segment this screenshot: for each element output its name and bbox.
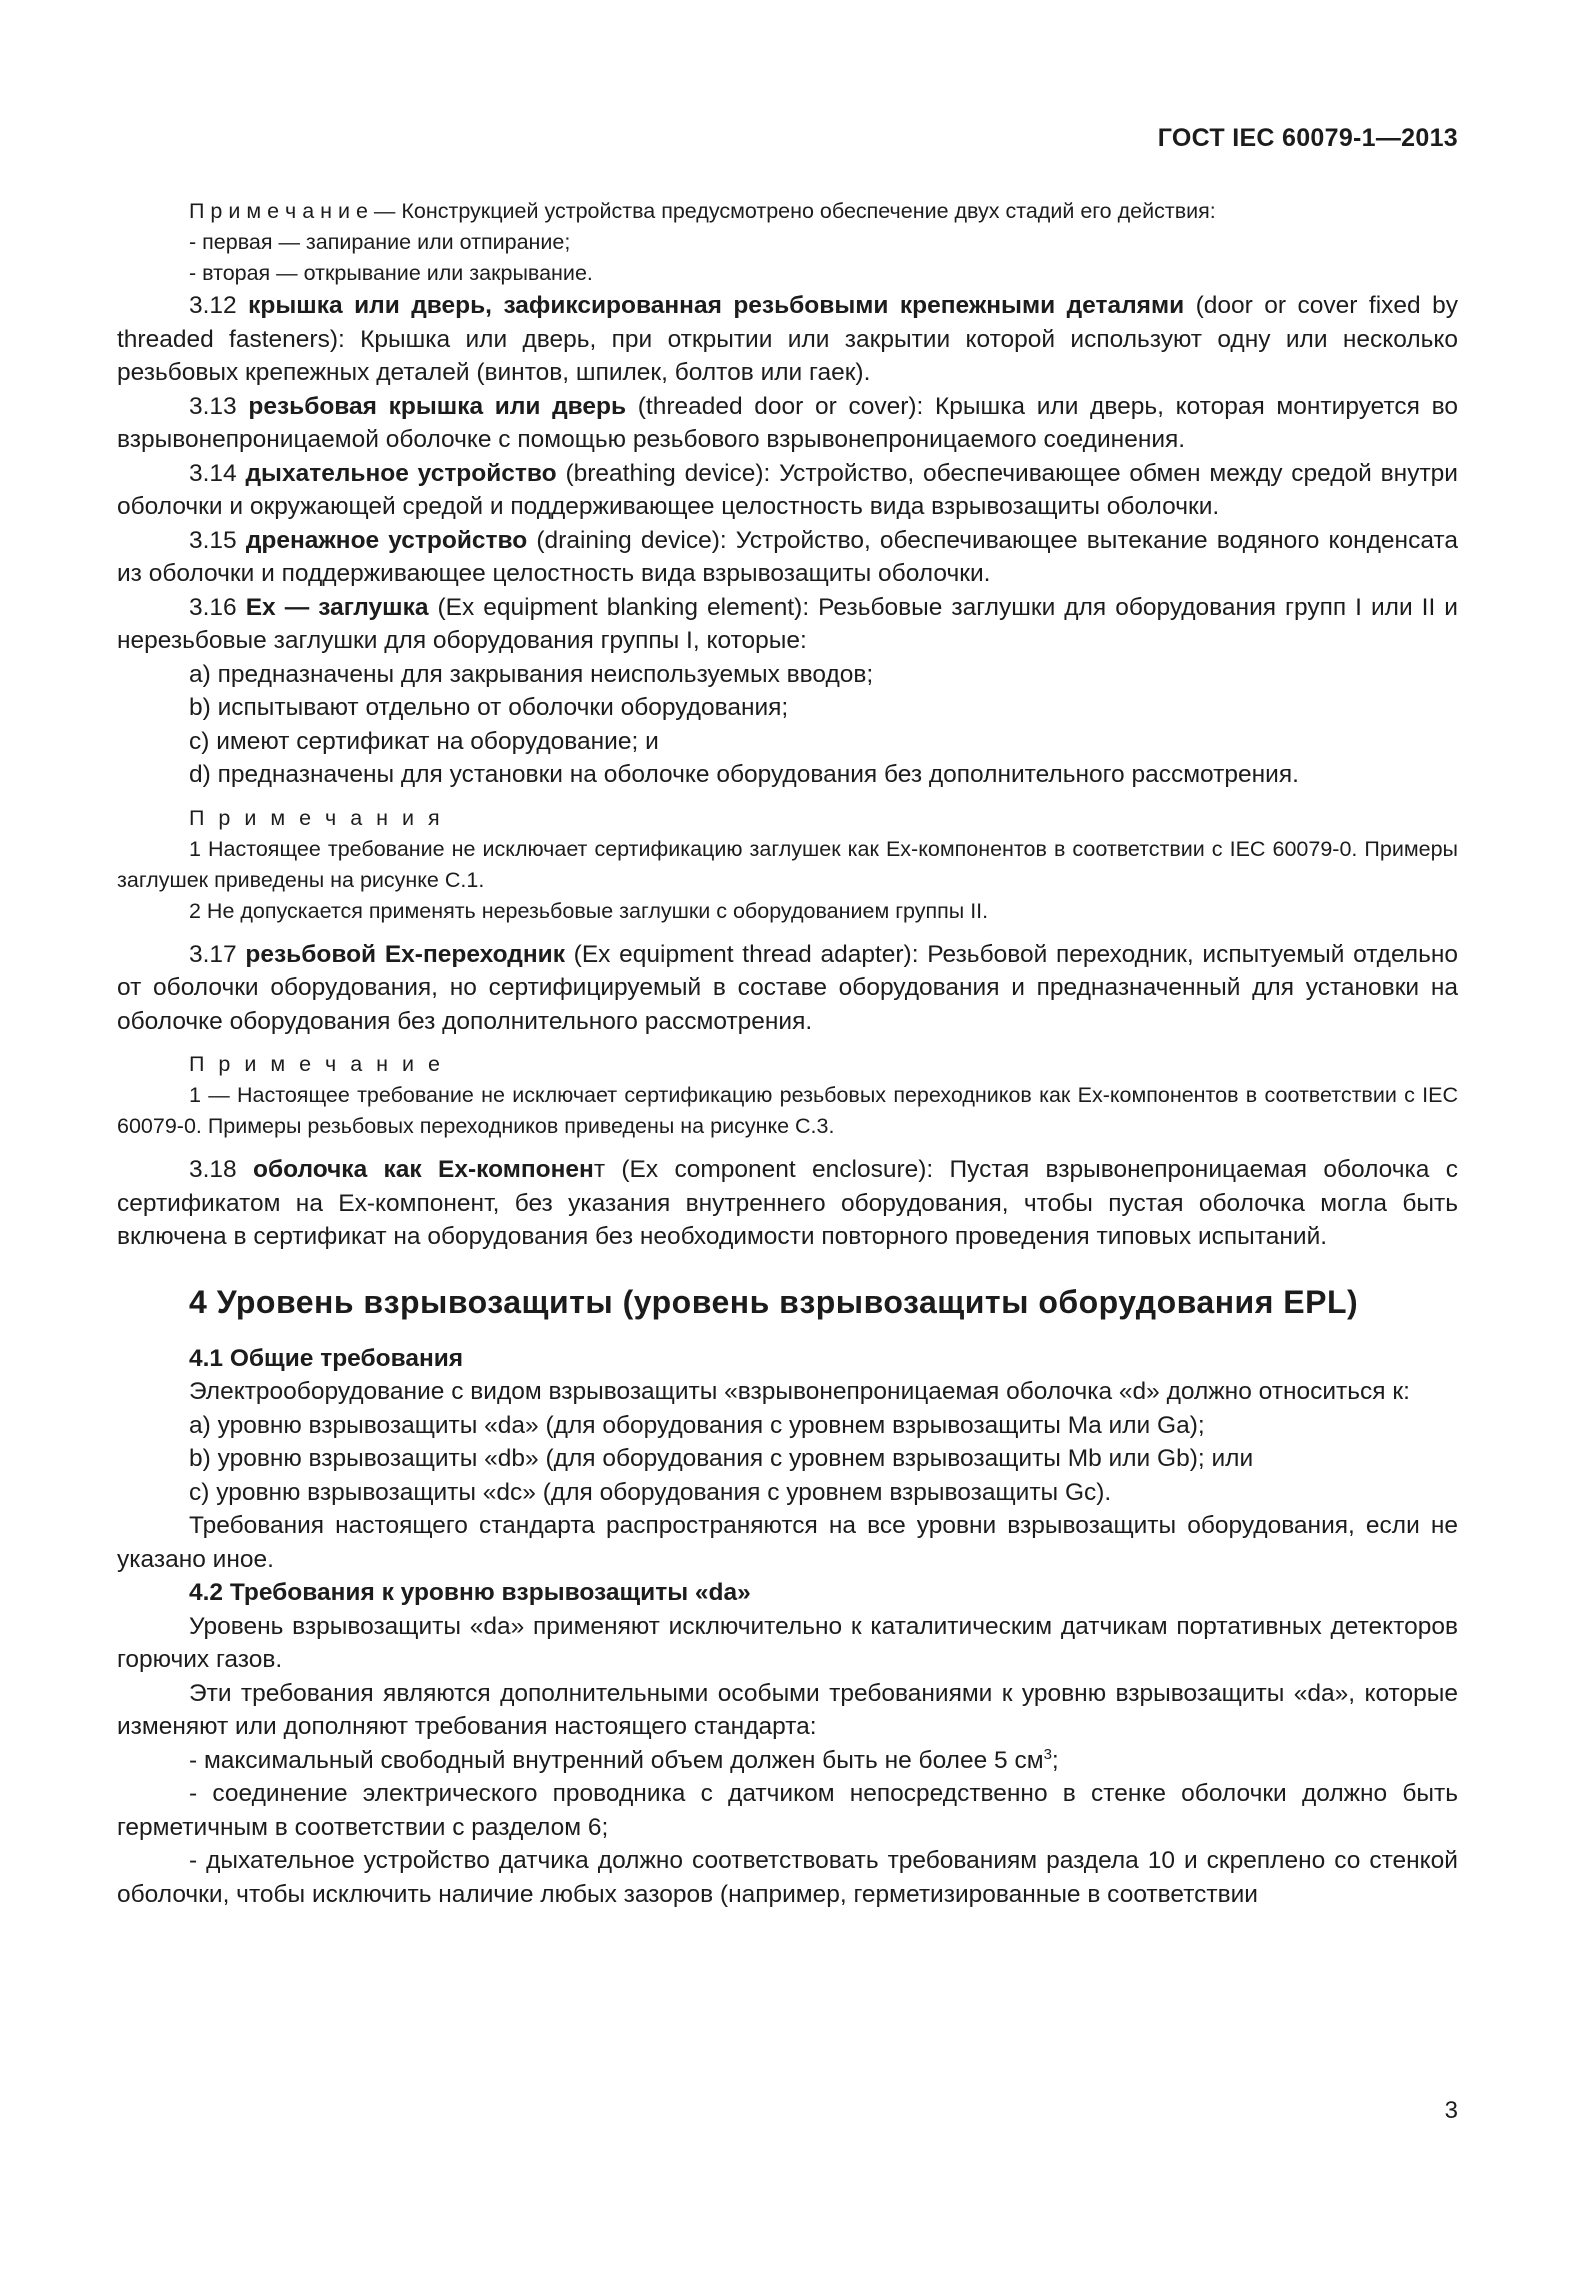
list-item: a) уровню взрывозащиты «da» (для оборудования с уровнем взрывозащиты Ma или Ga); (189, 1411, 1205, 1439)
subsection-4-2-heading: 4.2 Требования к уровню взрывозащиты «da» (189, 1579, 751, 1606)
note-line (117, 196, 1458, 227)
page-number: 3 (1444, 2097, 1458, 2124)
term-definition: (breathing device): Устройство, обеспечивающее обмен между средой внутри оболочки и окружающей средой и поддерживающее целостность вида взрывозащиты оболочки. (117, 459, 1458, 520)
note-line: - первая — запирание или отпирание; (189, 230, 571, 254)
term-definition: (draining device): Устройство, обеспечивающее вытекание водяного конденсата из оболочки и поддерживающее целостность вида взрывозащиты оболочки. (117, 526, 1458, 587)
section-4-heading: 4 Уровень взрывозащиты (уровень взрывозащиты оборудования EPL) (189, 1283, 1359, 1320)
term-definition: (Ex equipment blanking element): Резьбовые заглушки для оборудования групп I или II и нерезьбовые заглушки для оборудования группы I, которые: (117, 593, 1458, 654)
term-name: резьбовой Ex-переходник (245, 940, 565, 968)
paragraph: Электрооборудование с видом взрывозащиты «взрывонепроницаемая оболочка «d» должно относиться к: (189, 1378, 1410, 1405)
paragraph: Эти требования являются дополнительными особыми требованиями к уровню взрывозащиты «da», которые изменяют или дополняют требования настоящего стандарта: (117, 1679, 1458, 1740)
subsection-4-1-heading: 4.1 Общие требования (189, 1344, 464, 1372)
term-number: 3.14 (189, 459, 246, 487)
note-block-2 (117, 803, 1458, 927)
term-number: 3.16 (189, 593, 246, 621)
paragraph: Уровень взрывозащиты «da» применяют исключительно к каталитическим датчикам портативных детекторов горючих газов. (117, 1612, 1458, 1673)
list-item: c) уровню взрывозащиты «dc» (для оборудования с уровнем взрывозащиты Gc). (189, 1478, 1112, 1506)
note-item: 1 — Настоящее требование не исключает сертификацию резьбовых переходников как Ex-компонентов в соответствии с IEC 60079-0. Примеры резьбовых переходников приведены на рисунке С.3. (117, 1083, 1458, 1138)
bullet-item: - дыхательное устройство датчика должно соответствовать требованиям раздела 10 и скреплено со стенкой оболочки, чтобы исключить наличие любых зазоров (например, герметизированные в соответствии (117, 1847, 1458, 1908)
term-3-16 (117, 591, 1458, 658)
list-item: d) предназначены для установки на оболочке оборудования без дополнительного рассмотрения. (189, 761, 1299, 788)
term-name: резьбовая крышка или дверь (248, 392, 627, 420)
term-3-12 (117, 289, 1458, 390)
term-number: 3.12 (189, 292, 249, 319)
note-item: 1 Настоящее требование не исключает сертификацию заглушек как Ex-компонентов в соответствии с IEC 60079-0. Примеры заглушек приведены на рисунке С.1. (117, 836, 1458, 892)
term-definition: (door or cover fixed by threaded fasteners): Крышка или дверь, при открытии или закрытии которой используют одну или несколько резьбовых крепежных деталей (винтов, шпилек, болтов или гаек). (117, 292, 1458, 386)
term-definition: (Ex equipment thread adapter): Резьбовой переходник, испытуемый отдельно от оболочки оборудования, но сертифицируемый в составе оборудования и предназначенный для установки на оболочке оборудования без дополнительного рассмотрения. (117, 940, 1458, 1035)
note-label: П р и м е ч а н и е (189, 1052, 444, 1076)
list-item: b) уровню взрывозащиты «db» (для оборудования с уровнем взрывозащиты Mb или Gb); или (189, 1445, 1254, 1472)
term-number: 3.17 (189, 940, 246, 968)
bullet-item: - соединение электрического проводника с датчиком непосредственно в стенке оболочки должно быть герметичным в соответствии с разделом 6; (117, 1780, 1458, 1841)
term-name: Ex — заглушка (245, 593, 429, 621)
superscript: 3 (1043, 1745, 1052, 1763)
term-3-18 (117, 1153, 1458, 1254)
term-number: 3.18 (189, 1156, 254, 1183)
term-name: крышка или дверь, зафиксированная резьбовыми крепежными деталями (248, 292, 1185, 319)
bullet-item: - максимальный свободный внутренний объем должен быть не более 5 $см^3$; (189, 1745, 1059, 1774)
term-3-15 (117, 524, 1458, 591)
list-item: c) имеют сертификат на оборудование; и (189, 727, 659, 755)
note-item: 2 Не допускается применять нерезьбовые заглушки с оборудованием группы II. (189, 898, 989, 923)
note-label: П р и м е ч а н и я (189, 805, 444, 830)
list-item: b) испытывают отдельно от оболочки оборудования; (189, 694, 789, 721)
note-line: - вторая — открывание или закрывание. (189, 261, 593, 285)
term-name: дыхательное устройство (245, 459, 557, 487)
standard-header: ГОСТ IEC 60079-1—2013 (1157, 124, 1458, 152)
note-block-3 (117, 1049, 1458, 1142)
term-3-13 (117, 390, 1458, 457)
term-3-17 (117, 938, 1458, 1039)
note-text: — Конструкцией устройства предусмотрено обеспечение двух стадий его действия: (367, 199, 1216, 223)
document-body (117, 196, 1458, 1911)
term-name: оболочка как Ex-компонен (253, 1156, 594, 1183)
term-3-14 (117, 457, 1458, 524)
list-item: a) предназначены для закрывания неиспользуемых вводов; (189, 660, 874, 688)
term-number: 3.15 (189, 526, 246, 554)
term-name: дренажное устройство (245, 526, 528, 554)
term-number: 3.13 (189, 392, 249, 420)
note-block-1 (117, 196, 1458, 289)
paragraph: Требования настоящего стандарта распространяются на все уровни взрывозащиты оборудования, если не указано иное. (117, 1512, 1458, 1573)
note-label: П р и м е ч а н и е (189, 199, 368, 223)
term-definition: (threaded door or cover): Крышка или дверь, которая монтируется во взрывонепроницаемой оболочке с помощью резьбового взрывонепроницаемого соединения. (117, 392, 1458, 453)
term-definition: т (Ex component enclosure): Пустая взрывонепроницаемая оболочка с сертификатом на Ex-компонент, без указания внутреннего оборудования, чтобы пустая оболочка могла быть включена в сертификат на оборудования без необходимости повторного проведения типовых испытаний. (117, 1156, 1458, 1250)
